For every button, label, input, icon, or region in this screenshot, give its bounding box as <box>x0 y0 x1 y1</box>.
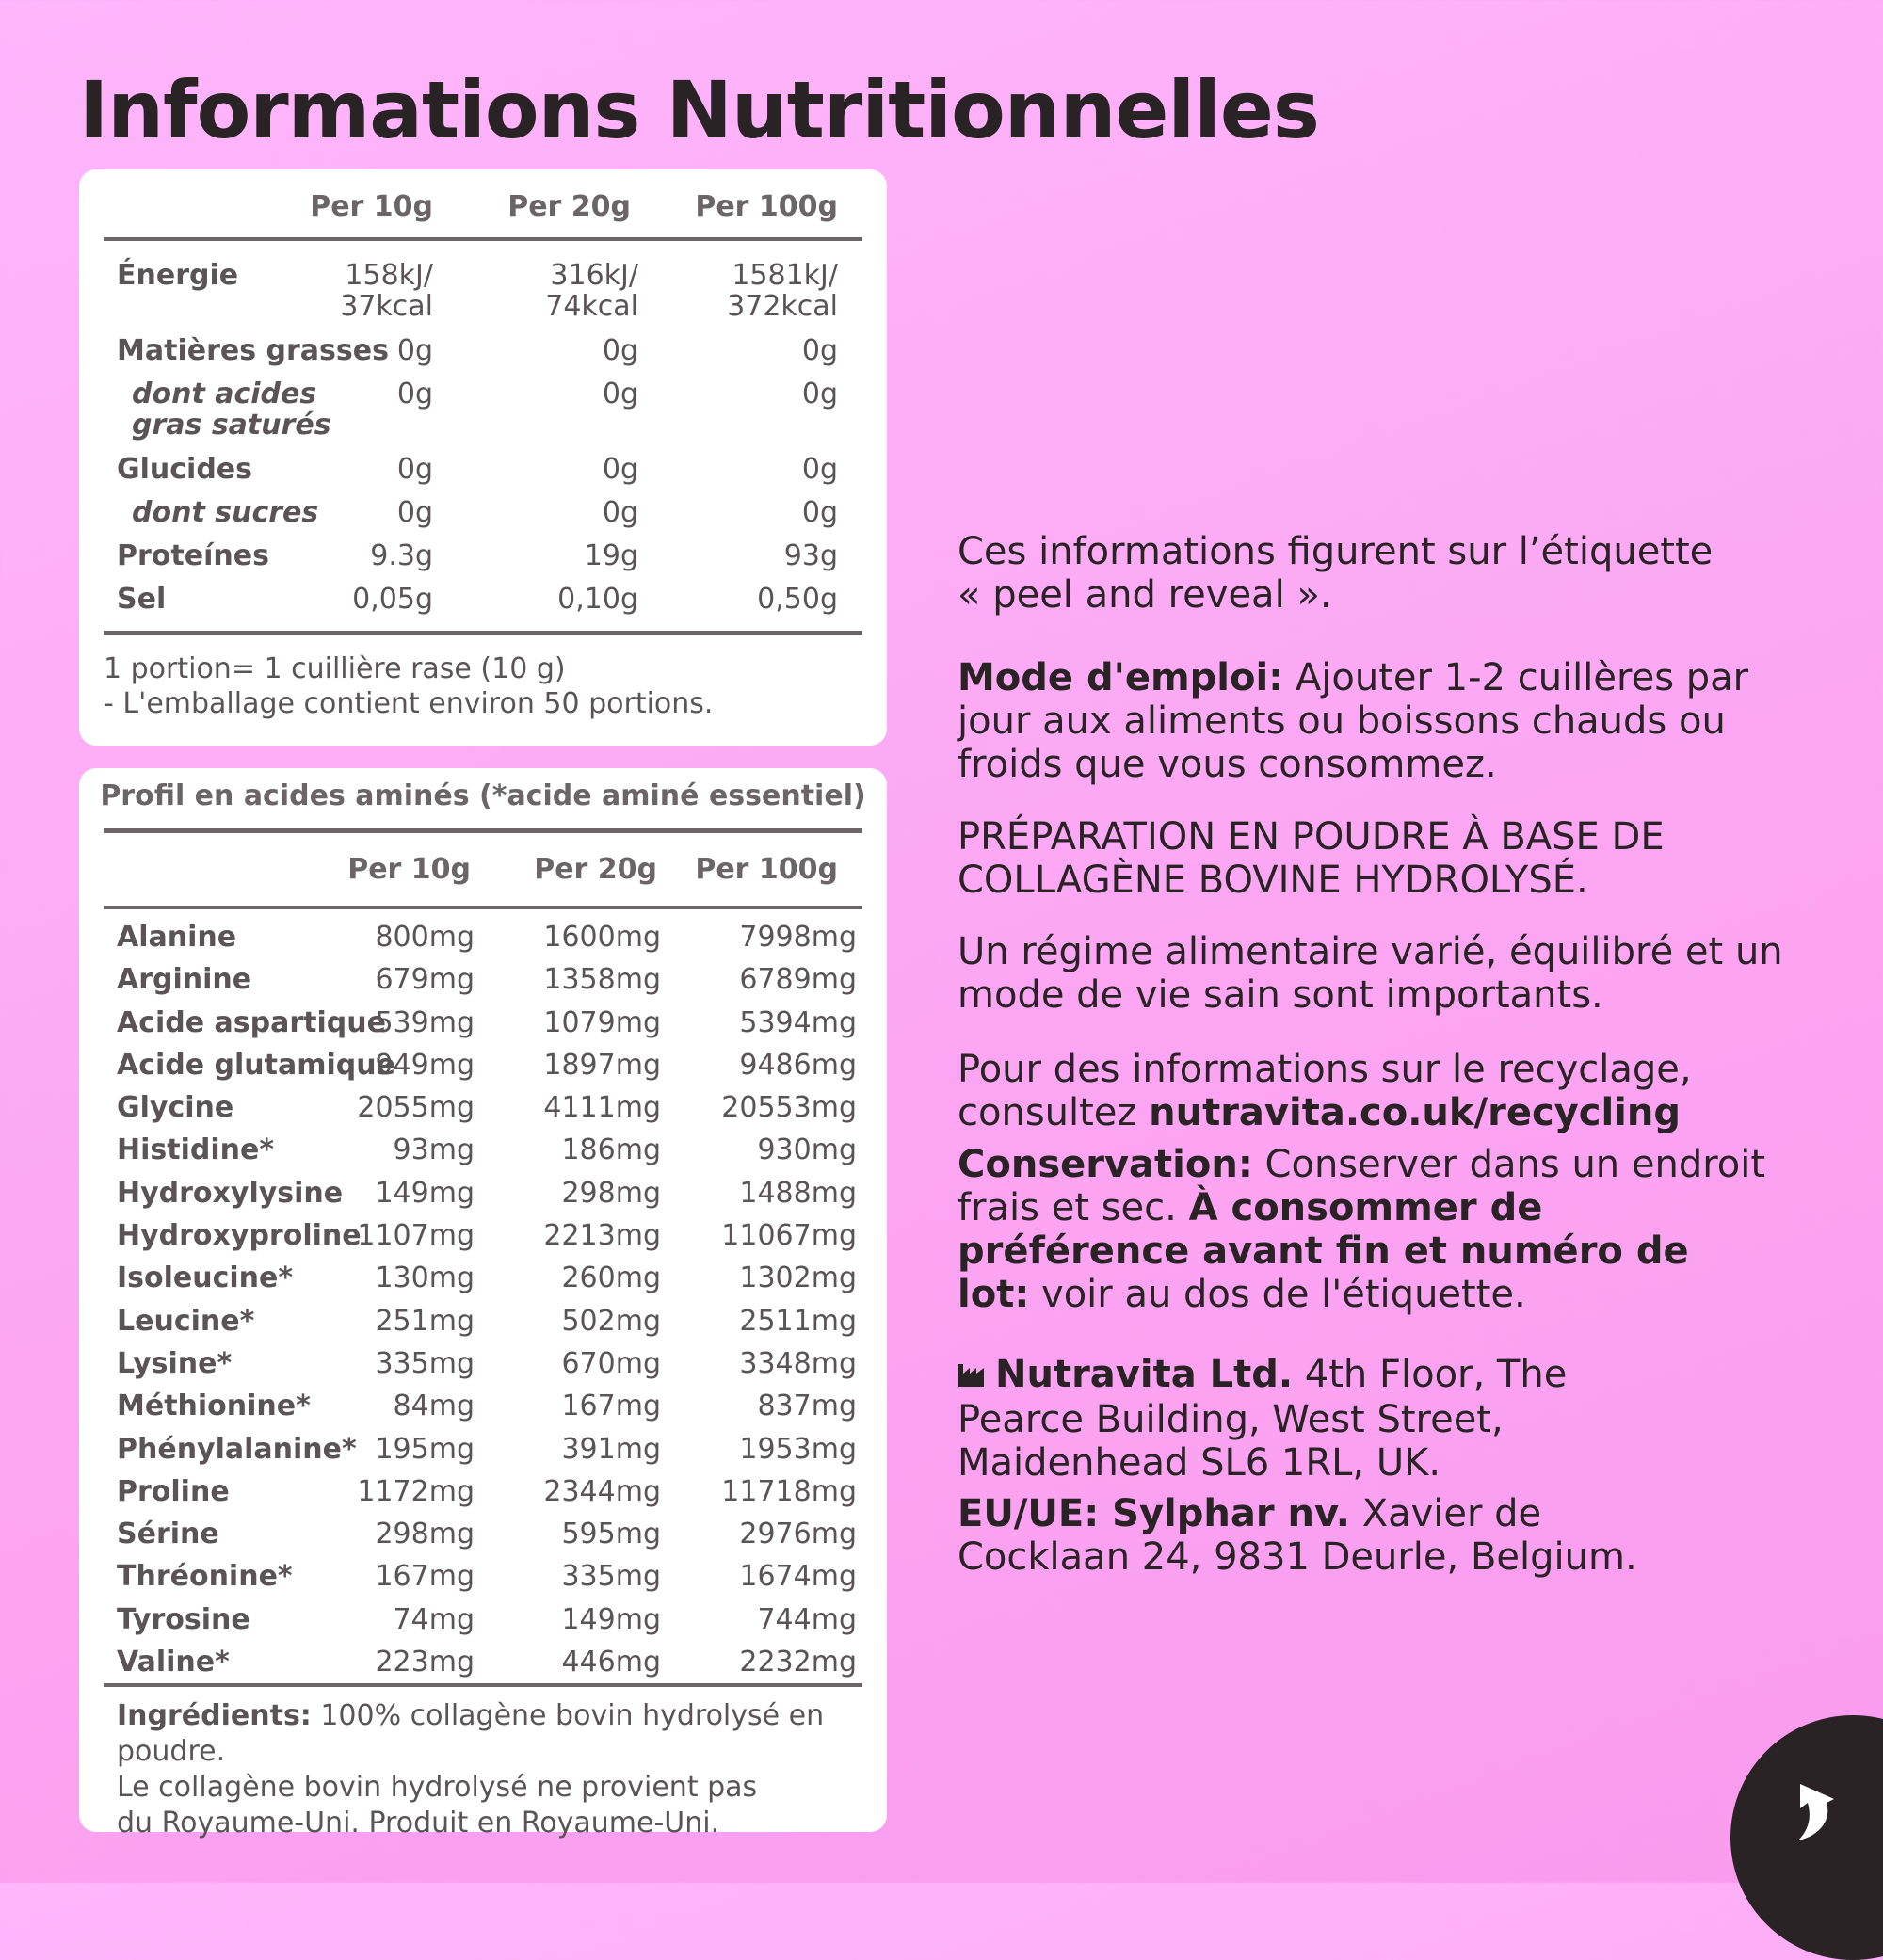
nutrition-row <box>104 260 862 335</box>
amino-row <box>104 1422 862 1464</box>
amino-acid-label: Acide aspartique <box>117 1005 386 1039</box>
amino-acid-value: 679mg <box>375 963 475 997</box>
amino-row <box>104 1037 862 1080</box>
amino-acid-value: 1953mg <box>739 1432 857 1466</box>
amino-acid-value: 949mg <box>375 1048 475 1082</box>
amino-acid-value: 93mg <box>393 1133 475 1167</box>
amino-acid-value: 11718mg <box>721 1474 857 1508</box>
nutrition-row <box>104 454 862 497</box>
amino-acid-value: 1897mg <box>543 1048 661 1082</box>
nutrient-label: Sel <box>117 583 167 616</box>
amino-acid-value: 4111mg <box>543 1091 661 1125</box>
amino-acid-value: 539mg <box>375 1005 475 1039</box>
amino-row <box>104 1336 862 1378</box>
amino-acid-value: 1358mg <box>543 963 661 997</box>
amino-acid-label: Hydroxylysine <box>117 1176 344 1210</box>
amino-rows <box>104 909 862 1677</box>
ingredients-text: 100% collagène bovin hydrolysé en poudre. <box>117 1699 825 1768</box>
amino-acid-label: Histidine* <box>117 1133 275 1167</box>
nutrient-label: dont sucres <box>132 496 319 529</box>
amino-acid-label: Thréonine* <box>117 1560 293 1594</box>
portion-note: 1 portion= 1 cuillière rase (10 g) <box>104 652 566 685</box>
storage-text: Conserver dans un endroit frais et sec. <box>958 1143 1766 1229</box>
ingredients-origin: Le collagène bovin hydrolysé ne provient pas <box>117 1771 758 1804</box>
nutrient-value: 0g <box>396 453 433 486</box>
eu-address: Xavier de Cocklaan 24, 9831 Deurle, Belgium. <box>958 1492 1637 1579</box>
amino-row <box>104 1165 862 1208</box>
amino-table-title: Profil en acides aminés (*acide aminé essentiel) <box>100 779 866 812</box>
amino-acid-value: 1674mg <box>739 1560 857 1594</box>
amino-acid-value: 2213mg <box>543 1219 661 1253</box>
nutrient-value: 0g <box>602 496 638 529</box>
amino-acid-value: 1600mg <box>543 921 661 954</box>
amino-acid-value: 502mg <box>561 1304 661 1338</box>
nutrient-value: 0,50g <box>757 583 838 616</box>
amino-acid-value: 130mg <box>375 1261 475 1295</box>
divider <box>104 1683 862 1687</box>
nutrition-row <box>104 378 862 454</box>
nutrient-value: 1581kJ/ 372kcal <box>727 259 838 323</box>
nutrient-value: 0,05g <box>352 583 433 616</box>
amino-row <box>104 1464 862 1506</box>
amino-row <box>104 1250 862 1293</box>
amino-acid-value: 251mg <box>375 1304 475 1338</box>
usage-label: Mode d'emploi: <box>958 656 1284 699</box>
amino-acid-value: 7998mg <box>739 921 857 954</box>
nutrient-value: 0g <box>602 453 638 486</box>
amino-acid-value: 223mg <box>375 1646 475 1679</box>
best-before-label: À consommer de préférence avant fin et numéro de lot: <box>958 1186 1689 1316</box>
divider <box>104 631 862 635</box>
nutrient-value: 19g <box>584 539 638 572</box>
amino-acid-value: 260mg <box>561 1261 661 1295</box>
amino-acid-value: 3348mg <box>739 1346 857 1380</box>
nutrition-row <box>104 584 862 627</box>
nutrient-label: Énergie <box>117 259 239 292</box>
nutrition-row <box>104 540 862 584</box>
recycling-info <box>958 1048 1692 1134</box>
amino-acid-value: 2232mg <box>739 1646 857 1679</box>
column-header-per-10g: Per 10g <box>347 853 471 886</box>
portion-notes <box>104 651 713 721</box>
column-header-per-100g: Per 100g <box>695 853 838 886</box>
amino-acid-value: 298mg <box>375 1518 475 1551</box>
amino-acid-value: 670mg <box>561 1346 661 1380</box>
column-header-per-10g: Per 10g <box>310 190 433 223</box>
storage-label: Conservation: <box>958 1143 1253 1186</box>
nutrient-value: 0g <box>801 496 838 529</box>
nutrient-value: 0g <box>602 378 638 410</box>
amino-acid-value: 2055mg <box>357 1091 475 1125</box>
amino-acid-label: Acide glutamique <box>117 1048 395 1082</box>
amino-acid-label: Tyrosine <box>117 1602 250 1636</box>
amino-acid-value: 391mg <box>561 1432 661 1466</box>
amino-acid-value: 1488mg <box>739 1176 857 1210</box>
amino-row <box>104 1506 862 1549</box>
amino-acid-value: 744mg <box>757 1602 857 1636</box>
amino-acid-value: 9486mg <box>739 1048 857 1082</box>
column-header-per-20g: Per 20g <box>507 190 631 223</box>
amino-acid-value: 2344mg <box>543 1474 661 1508</box>
amino-acid-value: 167mg <box>561 1390 661 1423</box>
amino-acid-table-card <box>79 768 887 1840</box>
amino-acid-value: 195mg <box>375 1432 475 1466</box>
amino-acid-label: Phénylalanine* <box>117 1432 357 1466</box>
nutrient-label: Proteínes <box>117 539 269 572</box>
amino-acid-label: Glycine <box>117 1091 234 1125</box>
amino-acid-label: Lysine* <box>117 1346 233 1380</box>
amino-acid-value: 800mg <box>375 921 475 954</box>
nutrient-label: Matières grasses <box>117 334 389 367</box>
amino-acid-label: Sérine <box>117 1518 219 1551</box>
amino-acid-value: 446mg <box>561 1646 661 1679</box>
amino-row <box>104 1549 862 1594</box>
amino-acid-value: 837mg <box>757 1390 857 1423</box>
usage-instructions <box>958 656 1805 786</box>
amino-acid-value: 1107mg <box>357 1219 475 1253</box>
amino-acid-value: 2976mg <box>739 1518 857 1551</box>
amino-acid-label: Isoleucine* <box>117 1261 294 1295</box>
amino-acid-value: 298mg <box>561 1176 661 1210</box>
amino-acid-value: 6789mg <box>739 963 857 997</box>
diet-statement <box>958 930 1786 1017</box>
manufacturer-name: Nutravita Ltd. <box>995 1353 1294 1396</box>
amino-row <box>104 1378 862 1421</box>
nutrient-value: 0g <box>602 334 638 367</box>
amino-acid-value: 930mg <box>757 1133 857 1167</box>
nutrient-value: 0g <box>396 378 433 410</box>
column-header-per-20g: Per 20g <box>534 853 657 886</box>
manufacturer-info <box>958 1353 1692 1485</box>
amino-row <box>104 1293 862 1336</box>
recycling-link[interactable]: nutravita.co.uk/recycling <box>1149 1091 1681 1134</box>
amino-acid-value: 2511mg <box>739 1304 857 1338</box>
peel-info-line1: Ces informations figurent sur l’étiquette <box>958 530 1714 573</box>
nutrient-value: 316kJ/ 74kcal <box>545 259 638 323</box>
diet-text: Un régime alimentaire varié, équilibré et un mode de vie sain sont importants. <box>958 930 1783 1017</box>
preparation-text: PRÉPARATION EN POUDRE À BASE DE COLLAGÈNE BOVINE HYDROLYSÉ. <box>958 815 1665 902</box>
amino-row <box>104 1634 862 1677</box>
nutrition-row <box>104 335 862 378</box>
brand-logo-icon <box>1789 1775 1845 1850</box>
amino-acid-label: Méthionine* <box>117 1390 311 1423</box>
amino-acid-value: 595mg <box>561 1518 661 1551</box>
column-header-per-100g: Per 100g <box>695 190 838 223</box>
amino-acid-label: Leucine* <box>117 1304 255 1338</box>
nutrition-table-card <box>79 169 887 746</box>
amino-acid-value: 5394mg <box>739 1005 857 1039</box>
usage-text: Ajouter 1-2 cuillères par jour aux aliments ou boissons chauds ou froids que vous consommez. <box>958 656 1749 786</box>
factory-icon <box>958 1355 986 1398</box>
nutrition-table-header <box>104 169 862 241</box>
servings-note: - L'emballage contient environ 50 portions. <box>104 687 714 720</box>
nutrient-value: 0,10g <box>557 583 638 616</box>
nutrient-value: 93g <box>783 539 838 572</box>
amino-acid-value: 1079mg <box>543 1005 661 1039</box>
nutrient-value: 0g <box>396 496 433 529</box>
nutrient-value: 9.3g <box>370 539 433 572</box>
amino-acid-value: 335mg <box>375 1346 475 1380</box>
storage-info <box>958 1143 1767 1316</box>
eu-representative <box>958 1492 1711 1579</box>
amino-row <box>104 995 862 1037</box>
nutrient-label: Glucides <box>117 453 253 486</box>
amino-row <box>104 952 862 997</box>
page-title: Informations Nutritionnelles <box>79 64 1319 156</box>
amino-acid-label: Proline <box>117 1474 230 1508</box>
amino-acid-value: 11067mg <box>721 1219 857 1253</box>
divider <box>104 828 862 833</box>
amino-table-header <box>104 840 862 909</box>
amino-acid-value: 149mg <box>375 1176 475 1210</box>
eu-label: EU/UE: Sylphar nv. <box>958 1492 1350 1535</box>
nutrient-value: 158kJ/ 37kcal <box>340 259 433 323</box>
recycling-text: Pour des informations sur le recyclage, consultez <box>958 1048 1692 1134</box>
amino-acid-label: Alanine <box>117 921 237 954</box>
amino-acid-value: 84mg <box>393 1390 475 1423</box>
amino-acid-value: 74mg <box>393 1602 475 1636</box>
nutrient-value: 0g <box>801 453 838 486</box>
amino-acid-value: 186mg <box>561 1133 661 1167</box>
best-before-text: voir au dos de l'étiquette. <box>1029 1273 1526 1316</box>
nutrient-value: 0g <box>801 378 838 410</box>
amino-acid-value: 167mg <box>375 1560 475 1594</box>
amino-acid-value: 335mg <box>561 1560 661 1594</box>
amino-acid-value: 1302mg <box>739 1261 857 1295</box>
amino-acid-label: Valine* <box>117 1646 230 1679</box>
nutrient-value: 0g <box>396 334 433 367</box>
amino-acid-value: 1172mg <box>357 1474 475 1508</box>
amino-acid-label: Hydroxyproline <box>117 1219 362 1253</box>
amino-acid-label: Arginine <box>117 963 252 997</box>
amino-acid-value: 20553mg <box>721 1091 857 1125</box>
amino-row <box>104 1592 862 1634</box>
nutrient-label: dont acides gras saturés <box>132 378 331 442</box>
amino-row <box>104 909 862 952</box>
amino-row <box>104 1080 862 1125</box>
nutrition-rows <box>104 260 862 627</box>
peel-info <box>958 530 1824 617</box>
amino-row <box>104 1208 862 1253</box>
ingredients-production: du Royaume-Uni. Produit en Royaume-Uni. <box>117 1807 720 1840</box>
preparation-statement <box>958 815 1711 902</box>
ingredients <box>117 1698 868 1841</box>
manufacturer-address: 4th Floor, The Pearce Building, West Street, Maidenhead SL6 1RL, UK. <box>958 1353 1568 1485</box>
nutrition-row <box>104 497 862 540</box>
amino-row <box>104 1122 862 1165</box>
amino-acid-value: 149mg <box>561 1602 661 1636</box>
peel-info-line2: « peel and reveal ». <box>958 573 1332 617</box>
nutrient-value: 0g <box>801 334 838 367</box>
ingredients-label: Ingrédients: <box>117 1699 312 1732</box>
